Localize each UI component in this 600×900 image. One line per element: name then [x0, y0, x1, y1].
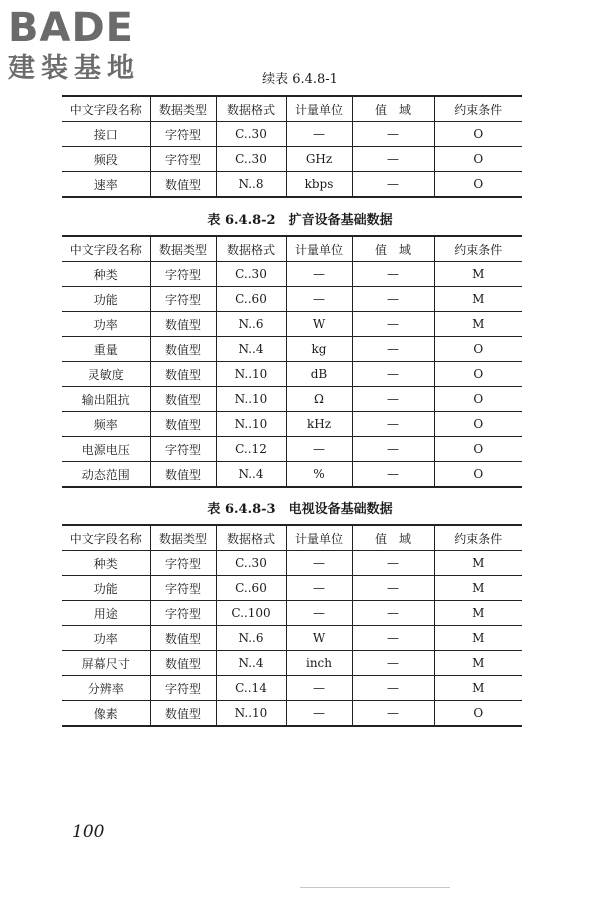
table-cell: O [434, 147, 522, 172]
table-cell: 字符型 [150, 601, 216, 626]
table-cell: 数值型 [150, 626, 216, 651]
table-cell: 字符型 [150, 576, 216, 601]
table-row [62, 337, 522, 362]
table-cell: 灵敏度 [62, 362, 150, 387]
col-header: 中文字段名称 [62, 525, 150, 551]
table-cell: 功能 [62, 576, 150, 601]
table-cell: C..12 [216, 437, 286, 462]
table-1-caption: 续表 6.4.8-1 [262, 72, 338, 87]
table-row [62, 462, 522, 488]
table-cell: N..10 [216, 362, 286, 387]
table-cell: 数值型 [150, 337, 216, 362]
scan-artifact-divider [300, 887, 450, 888]
table-cell: 数值型 [150, 462, 216, 488]
table-cell: 字符型 [150, 437, 216, 462]
table-cell: — [352, 262, 434, 287]
col-header: 数据类型 [150, 525, 216, 551]
table-cell: 数值型 [150, 701, 216, 727]
table-cell: 屏幕尺寸 [62, 651, 150, 676]
table-1 [62, 95, 522, 198]
col-header: 值 域 [352, 236, 434, 262]
col-header: 数据格式 [216, 525, 286, 551]
table-cell: 数值型 [150, 387, 216, 412]
table-header-row [62, 96, 522, 122]
table-cell: O [434, 412, 522, 437]
table-header-row [62, 525, 522, 551]
table-cell: 数值型 [150, 172, 216, 198]
col-header: 数据类型 [150, 236, 216, 262]
table-cell: N..6 [216, 626, 286, 651]
table-cell: — [286, 122, 352, 147]
table-cell: C..30 [216, 147, 286, 172]
col-header: 约束条件 [434, 236, 522, 262]
table-cell: — [286, 576, 352, 601]
table-cell: 像素 [62, 701, 150, 727]
table-cell: C..14 [216, 676, 286, 701]
table-cell: 用途 [62, 601, 150, 626]
table-cell: 频率 [62, 412, 150, 437]
table-cell: C..30 [216, 262, 286, 287]
table-cell: kbps [286, 172, 352, 198]
table-cell: — [352, 147, 434, 172]
table-cell: — [286, 601, 352, 626]
table-cell: — [352, 551, 434, 576]
table-cell: — [286, 676, 352, 701]
table-cell: 数值型 [150, 312, 216, 337]
table-cell: M [434, 676, 522, 701]
table-row [62, 701, 522, 727]
table-cell: 数值型 [150, 651, 216, 676]
table-row [62, 362, 522, 387]
table-cell: 功率 [62, 312, 150, 337]
table-row [62, 172, 522, 198]
table-cell: — [286, 551, 352, 576]
table-cell: % [286, 462, 352, 488]
table-cell: 字符型 [150, 147, 216, 172]
watermark-subtitle: 建装基地 [8, 53, 140, 84]
col-header: 值 域 [352, 96, 434, 122]
table-row [62, 551, 522, 576]
col-header: 计量单位 [286, 96, 352, 122]
table-cell: dB [286, 362, 352, 387]
table-2-caption: 表 6.4.8-2 扩音设备基础数据 [207, 213, 393, 228]
table-row [62, 387, 522, 412]
col-header: 值 域 [352, 525, 434, 551]
table-cell: O [434, 172, 522, 198]
table-cell: 字符型 [150, 676, 216, 701]
table-cell: — [352, 601, 434, 626]
table-row [62, 626, 522, 651]
table-cell: W [286, 312, 352, 337]
table-cell: 种类 [62, 262, 150, 287]
table-cell: C..30 [216, 551, 286, 576]
table-cell: O [434, 362, 522, 387]
table-cell: C..60 [216, 287, 286, 312]
table-cell: — [352, 337, 434, 362]
table-cell: — [286, 287, 352, 312]
table-cell: C..60 [216, 576, 286, 601]
table-cell: — [286, 701, 352, 727]
table-cell: M [434, 551, 522, 576]
table-header-row [62, 236, 522, 262]
table-row [62, 651, 522, 676]
table-cell: — [286, 262, 352, 287]
watermark-brand: BADE [8, 5, 134, 51]
table-cell: kg [286, 337, 352, 362]
table-cell: GHz [286, 147, 352, 172]
table-cell: 重量 [62, 337, 150, 362]
table-cell: 速率 [62, 172, 150, 198]
table-cell: 分辨率 [62, 676, 150, 701]
table-cell: O [434, 701, 522, 727]
table-cell: — [352, 462, 434, 488]
table-cell: N..10 [216, 412, 286, 437]
table-cell: N..6 [216, 312, 286, 337]
table-cell: inch [286, 651, 352, 676]
table-3 [62, 524, 522, 727]
table-cell: 动态范围 [62, 462, 150, 488]
table-cell: 功率 [62, 626, 150, 651]
col-header: 计量单位 [286, 236, 352, 262]
table-cell: — [352, 312, 434, 337]
table-cell: M [434, 312, 522, 337]
table-cell: — [352, 172, 434, 198]
table-cell: — [352, 437, 434, 462]
table-row [62, 147, 522, 172]
col-header: 中文字段名称 [62, 236, 150, 262]
table-cell: — [352, 387, 434, 412]
col-header: 计量单位 [286, 525, 352, 551]
col-header: 约束条件 [434, 96, 522, 122]
table-cell: 字符型 [150, 287, 216, 312]
table-cell: N..10 [216, 701, 286, 727]
table-cell: C..30 [216, 122, 286, 147]
table-cell: M [434, 601, 522, 626]
col-header: 数据格式 [216, 96, 286, 122]
table-row [62, 312, 522, 337]
table-cell: M [434, 287, 522, 312]
table-cell: M [434, 626, 522, 651]
table-cell: C..100 [216, 601, 286, 626]
table-cell: — [352, 412, 434, 437]
table-cell: W [286, 626, 352, 651]
table-row [62, 287, 522, 312]
table-cell: O [434, 387, 522, 412]
table-cell: N..4 [216, 337, 286, 362]
table-cell: kHz [286, 412, 352, 437]
table-cell: — [352, 362, 434, 387]
table-cell: O [434, 437, 522, 462]
table-cell: 输出阻抗 [62, 387, 150, 412]
table-cell: 电源电压 [62, 437, 150, 462]
table-cell: N..8 [216, 172, 286, 198]
col-header: 约束条件 [434, 525, 522, 551]
table-cell: 字符型 [150, 122, 216, 147]
table-cell: Ω [286, 387, 352, 412]
table-cell: — [352, 626, 434, 651]
table-cell: O [434, 337, 522, 362]
table-row [62, 122, 522, 147]
table-cell: N..10 [216, 387, 286, 412]
table-row [62, 262, 522, 287]
col-header: 中文字段名称 [62, 96, 150, 122]
table-cell: O [434, 122, 522, 147]
table-row [62, 437, 522, 462]
table-row [62, 601, 522, 626]
table-3-caption: 表 6.4.8-3 电视设备基础数据 [207, 502, 393, 517]
table-cell: 种类 [62, 551, 150, 576]
table-cell: M [434, 651, 522, 676]
table-cell: M [434, 576, 522, 601]
table-cell: N..4 [216, 462, 286, 488]
table-row [62, 576, 522, 601]
table-cell: — [352, 651, 434, 676]
page-number: 100 [72, 822, 105, 842]
table-cell: — [352, 676, 434, 701]
table-cell: 字符型 [150, 262, 216, 287]
table-cell: — [352, 701, 434, 727]
table-cell: 频段 [62, 147, 150, 172]
table-2 [62, 235, 522, 488]
table-cell: — [352, 576, 434, 601]
table-cell: O [434, 462, 522, 488]
table-cell: 接口 [62, 122, 150, 147]
col-header: 数据类型 [150, 96, 216, 122]
table-cell: 数值型 [150, 362, 216, 387]
table-row [62, 412, 522, 437]
table-cell: 功能 [62, 287, 150, 312]
table-cell: — [352, 287, 434, 312]
table-cell: M [434, 262, 522, 287]
col-header: 数据格式 [216, 236, 286, 262]
table-cell: N..4 [216, 651, 286, 676]
table-row [62, 676, 522, 701]
table-cell: 数值型 [150, 412, 216, 437]
table-cell: — [352, 122, 434, 147]
table-cell: 字符型 [150, 551, 216, 576]
table-cell: — [286, 437, 352, 462]
